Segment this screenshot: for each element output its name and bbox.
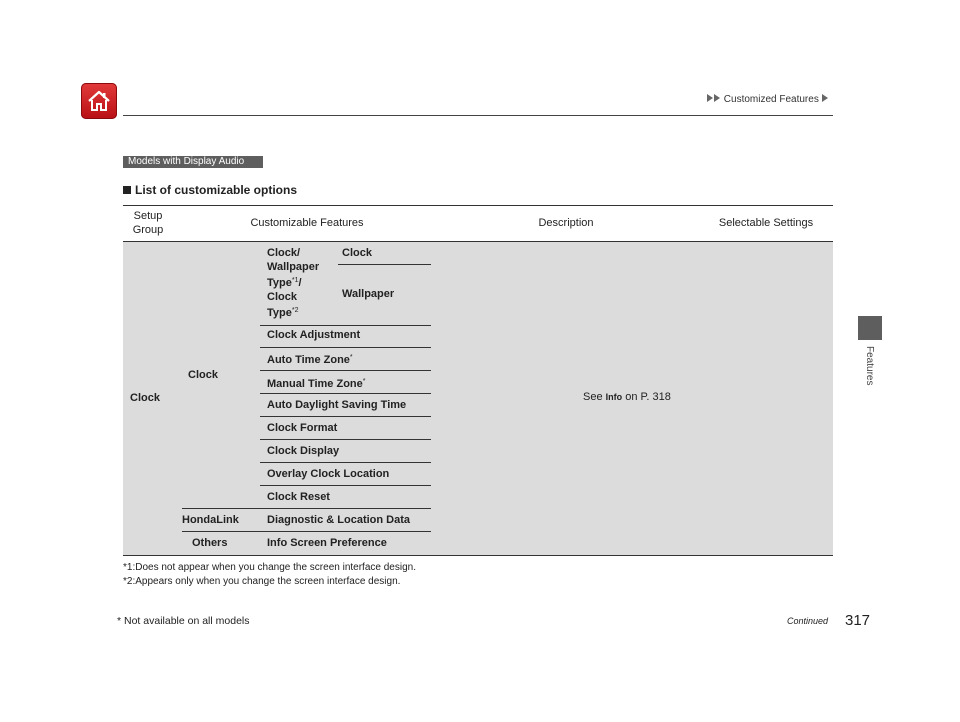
feature-diagnostic-location-data: Diagnostic & Location Data (267, 514, 411, 526)
row-divider (260, 393, 431, 394)
side-tab-marker (858, 316, 882, 340)
table-top-rule (123, 205, 833, 206)
page-number: 317 (845, 612, 871, 629)
feature-clock-display: Clock Display (267, 445, 340, 457)
breadcrumb[interactable] (707, 94, 829, 105)
info-link[interactable]: Info (605, 392, 623, 402)
square-bullet-icon (123, 186, 131, 194)
feature-overlay-clock-location: Overlay Clock Location (267, 468, 390, 480)
section-title (123, 183, 297, 197)
feature-wallpaper: Wallpaper (342, 288, 395, 300)
header-customizable-features: Customizable Features (250, 217, 364, 229)
row-divider (260, 439, 431, 440)
subgroup-clock: Clock (188, 369, 218, 381)
feature-manual-time-zone: Manual Time Zone* (267, 378, 366, 390)
row-divider (260, 370, 431, 371)
row-divider (338, 264, 431, 265)
not-available-note: * Not available on all models (117, 615, 250, 627)
header-setup-group: Setup Group (132, 210, 164, 236)
setup-group-clock: Clock (130, 392, 160, 404)
row-divider (260, 462, 431, 463)
feature-info-screen-preference: Info Screen Preference (267, 537, 387, 549)
row-divider (260, 485, 431, 486)
feature-clock: Clock (342, 247, 372, 259)
feature-auto-dst: Auto Daylight Saving Time (267, 399, 407, 411)
home-button[interactable] (81, 83, 117, 119)
header-selectable-settings: Selectable Settings (718, 217, 814, 229)
feature-auto-time-zone: Auto Time Zone* (267, 354, 353, 366)
row-divider (260, 416, 431, 417)
header-divider (123, 115, 833, 116)
row-divider (260, 325, 431, 326)
feature-clock-adjustment: Clock Adjustment (267, 329, 361, 341)
feature-clock-reset: Clock Reset (267, 491, 330, 503)
clock-wallpaper-type-label: Clock/ Wallpaper Type$^{*1}$/ Clock Type$^{*2}$ (267, 247, 320, 319)
row-divider (260, 347, 431, 348)
side-tab-label: Features (864, 346, 875, 386)
models-tag: Models with Display Audio (123, 156, 263, 168)
description-reference: See Info on P. 318 (583, 391, 671, 403)
row-divider (182, 531, 431, 532)
footnote-2: *2:Appears only when you change the screen interface design. (123, 576, 401, 587)
footnote-1: *1:Does not appear when you change the screen interface design. (123, 562, 416, 573)
header-description: Description (538, 217, 594, 229)
breadcrumb-arrow-icon (707, 94, 713, 102)
row-divider (182, 508, 431, 509)
subgroup-hondalink: HondaLink (182, 514, 239, 526)
breadcrumb-arrow-icon (822, 94, 828, 102)
section-title-text: List of customizable options (135, 183, 298, 197)
continued-label: Continued (787, 616, 829, 626)
home-icon (86, 88, 112, 114)
feature-clock-format: Clock Format (267, 422, 338, 434)
subgroup-others: Others (192, 537, 228, 549)
breadcrumb-label: Customized Features (723, 94, 819, 105)
breadcrumb-arrow-icon (714, 94, 720, 102)
